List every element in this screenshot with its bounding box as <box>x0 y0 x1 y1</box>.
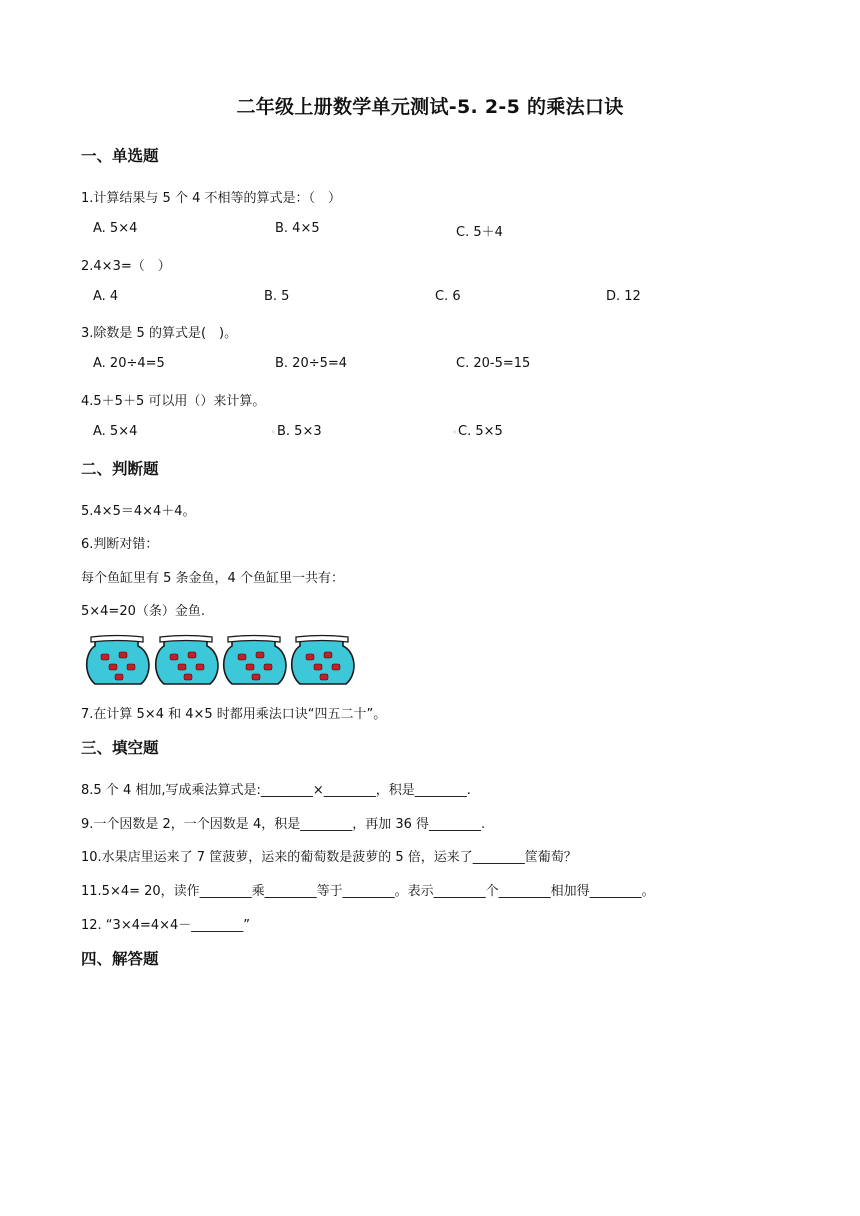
question-3-option-a[interactable]: A. 20÷4=5 <box>93 356 165 371</box>
question-5-stem: 5.4×5＝4×4＋4。 <box>81 504 196 519</box>
question-2-option-b[interactable]: B. 5 <box>264 289 290 304</box>
question-2-option-a[interactable]: A. 4 <box>93 289 119 304</box>
fishbowl-row-svg <box>83 632 358 688</box>
question-1-option-b[interactable]: B. 4×5 <box>275 221 320 236</box>
page-title: 二年级上册数学单元测试-5. 2-5 的乘法口诀 <box>236 96 624 118</box>
question-9-stem: 9.一个因数是 2，一个因数是 4，积是________，再加 36 得________. <box>81 817 486 832</box>
question-1-option-a[interactable]: A. 5×4 <box>93 221 138 236</box>
question-1-option-c[interactable]: C. 5＋4 <box>456 225 503 240</box>
fishbowl-icon <box>156 636 218 685</box>
question-2-stem: 2.4×3=（ ） <box>81 259 171 274</box>
section-heading-single-choice: 一、单选题 <box>81 147 159 165</box>
question-2-option-d[interactable]: D. 12 <box>606 289 641 304</box>
question-3-option-c[interactable]: C. 20-5=15 <box>456 356 531 371</box>
question-3-option-b[interactable]: B. 20÷5=4 <box>275 356 348 371</box>
question-4-option-c[interactable]: C. 5×5 <box>458 424 503 439</box>
question-4-option-a[interactable]: A. 5×4 <box>93 424 138 439</box>
decorative-dot: ◦ <box>271 428 276 437</box>
question-4-stem: 4.5＋5＋5 可以用（）来计算。 <box>81 394 266 409</box>
section-heading-true-false: 二、判断题 <box>81 460 159 478</box>
question-8-stem: 8.5 个 4 相加,写成乘法算式是:________×________，积是________. <box>81 783 471 798</box>
question-10-stem: 10.水果店里运来了 7 筐菠萝，运来的葡萄数是菠萝的 5 倍，运来了________筐葡萄？ <box>81 850 577 865</box>
question-6-line-2: 5×4=20（条）金鱼. <box>81 604 206 619</box>
question-6-line-1: 每个鱼缸里有 5 条金鱼，4 个鱼缸里一共有： <box>81 571 344 586</box>
fishbowl-icon <box>224 636 286 685</box>
section-heading-solve: 四、解答题 <box>81 950 159 968</box>
fishbowl-illustration <box>83 632 358 692</box>
decorative-dot: ◦ <box>452 428 457 437</box>
fishbowl-icon <box>87 636 149 685</box>
fishbowl-icon <box>292 636 354 685</box>
question-12-stem: 12. “3×4=4×4－________” <box>81 918 251 933</box>
question-2-option-c[interactable]: C. 6 <box>435 289 461 304</box>
question-6-stem: 6.判断对错： <box>81 537 159 552</box>
question-7-stem: 7.在计算 5×4 和 4×5 时都用乘法口诀“四五二十”。 <box>81 707 387 722</box>
question-11-stem: 11.5×4= 20，读作________乘________等于________。表示________个________相加得________。 <box>81 884 655 899</box>
question-1-stem: 1.计算结果与 5 个 4 不相等的算式是：（ ） <box>81 191 341 206</box>
question-4-option-b[interactable]: B. 5×3 <box>277 424 322 439</box>
question-3-stem: 3.除数是 5 的算式是( )。 <box>81 326 238 341</box>
section-heading-fill-blank: 三、填空题 <box>81 739 159 757</box>
